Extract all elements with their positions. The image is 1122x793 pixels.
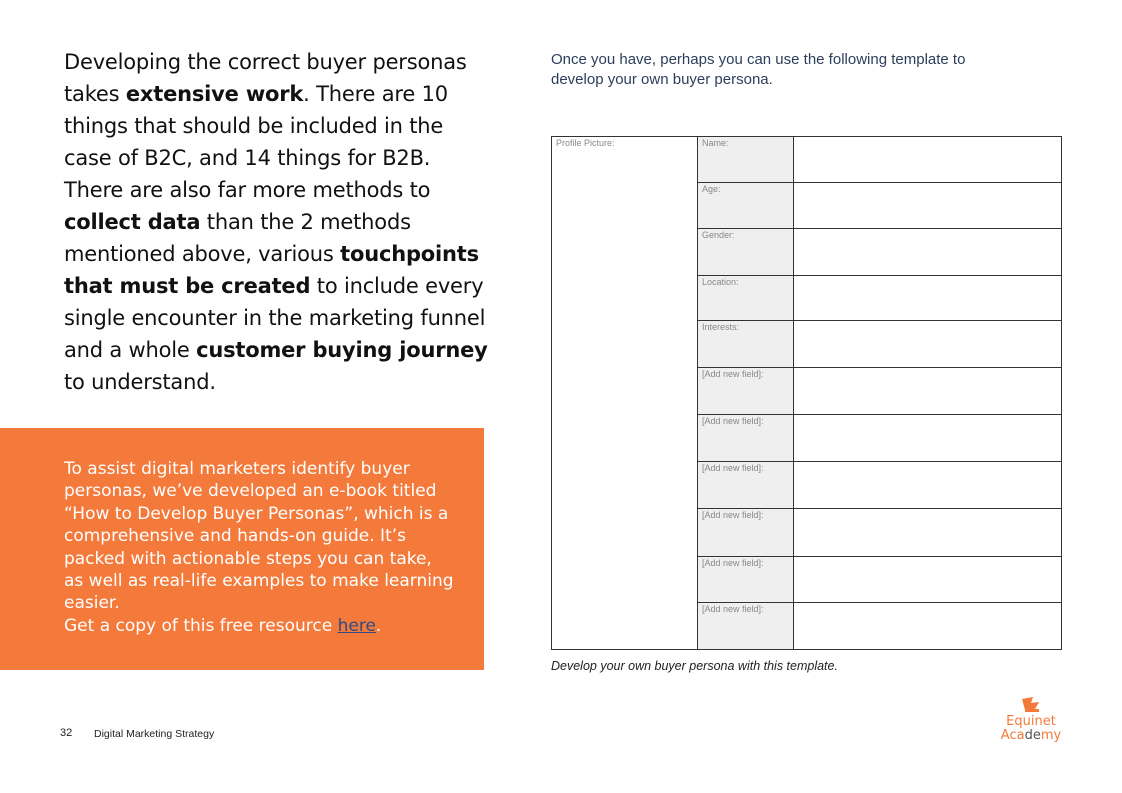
persona-field-row <box>698 321 1061 368</box>
persona-field-value-cell <box>794 603 1061 649</box>
persona-field-value-cell <box>794 368 1061 414</box>
persona-field-label: [Add new field]: <box>702 604 764 614</box>
persona-field-label-cell <box>698 137 794 182</box>
persona-field-row <box>698 137 1061 183</box>
callout-cta: Get a copy of this free resource <box>64 615 338 636</box>
page-number: 32 <box>60 727 73 739</box>
persona-field-label: Interests: <box>702 322 740 332</box>
persona-field-label: Gender: <box>702 230 735 240</box>
persona-field-value-cell <box>794 183 1061 228</box>
persona-field-value-cell <box>794 229 1061 275</box>
profile-picture-cell <box>552 137 698 649</box>
logo-line1: Equinet <box>1006 714 1056 729</box>
persona-field-row <box>698 509 1061 557</box>
logo-line2-c: my <box>1040 728 1062 743</box>
persona-field-row <box>698 276 1061 321</box>
persona-field-label-cell <box>698 509 794 556</box>
intro-text: than the 2 methods mentioned above, various <box>64 210 411 266</box>
template-intro-text: Once you have, perhaps you can use the following template to develop your own buyer persona. <box>551 51 966 88</box>
persona-field-value-cell <box>794 137 1061 182</box>
ebook-callout-box <box>0 428 484 670</box>
intro-bold-collect-data: collect data <box>64 210 201 234</box>
persona-field-row <box>698 183 1061 229</box>
persona-field-label: Location: <box>702 277 739 287</box>
buyer-persona-template-table <box>551 136 1062 650</box>
table-caption: Develop your own buyer persona with this template. <box>551 659 838 673</box>
persona-field-label: [Add new field]: <box>702 463 764 473</box>
logo-flag-icon <box>1019 697 1043 715</box>
persona-field-value-cell <box>794 509 1061 556</box>
persona-field-value-cell <box>794 276 1061 320</box>
callout-text: To assist digital marketers identify buyer personas, we’ve developed an e-book titled “How to Develop Buyer Personas”, which is a comprehensive and hands-on guide. It’s packed with actionable steps you can take, as well as real-life examples to make learning easier. <box>64 459 454 614</box>
intro-paragraph <box>64 46 494 398</box>
persona-field-label: Age: <box>702 184 721 194</box>
persona-field-label-cell <box>698 183 794 228</box>
persona-field-row <box>698 557 1061 603</box>
intro-text: Developing the correct buyer personas takes <box>64 50 467 106</box>
persona-field-value-cell <box>794 557 1061 602</box>
callout-text-block <box>64 458 454 637</box>
callout-cta-end: . <box>375 615 382 636</box>
intro-text: to understand. <box>64 370 216 394</box>
logo-line2-a: Aca <box>1000 728 1025 743</box>
persona-field-label-cell <box>698 462 794 508</box>
persona-field-row <box>698 462 1061 509</box>
footer-title: Digital Marketing Strategy <box>94 728 215 740</box>
persona-field-label-cell <box>698 415 794 461</box>
persona-field-label-cell <box>698 229 794 275</box>
persona-field-row <box>698 229 1061 276</box>
persona-field-label: [Add new field]: <box>702 510 764 520</box>
persona-field-value-cell <box>794 415 1061 461</box>
intro-text: . There are 10 things that should be included in the case of B2C, and 14 things for B2B. There are also far more methods to <box>64 82 448 202</box>
persona-field-label-cell <box>698 276 794 320</box>
persona-field-label-cell <box>698 368 794 414</box>
persona-field-row <box>698 415 1061 462</box>
persona-field-label: [Add new field]: <box>702 558 764 568</box>
persona-field-label: [Add new field]: <box>702 416 764 426</box>
persona-field-label: [Add new field]: <box>702 369 764 379</box>
intro-bold-extensive-work: extensive work <box>125 82 304 106</box>
persona-field-label-cell <box>698 321 794 367</box>
persona-field-value-cell <box>794 321 1061 367</box>
persona-field-row <box>698 368 1061 415</box>
logo-line2 <box>996 729 1066 743</box>
profile-picture-label: Profile Picture: <box>556 138 615 148</box>
persona-field-row <box>698 603 1061 649</box>
intro-bold-buying-journey: customer buying journey <box>196 338 488 362</box>
intro-text: to include every single encounter in the marketing funnel and a whole <box>64 274 486 362</box>
persona-field-label-cell <box>698 557 794 602</box>
persona-field-label: Name: <box>702 138 729 148</box>
persona-field-label-cell <box>698 603 794 649</box>
logo-line2-b: de <box>1024 728 1041 743</box>
equinet-academy-logo <box>996 697 1066 745</box>
ebook-here-link[interactable]: here <box>337 615 376 636</box>
persona-field-value-cell <box>794 462 1061 508</box>
intro-bold-touchpoints: touchpoints that must be created <box>64 242 479 298</box>
